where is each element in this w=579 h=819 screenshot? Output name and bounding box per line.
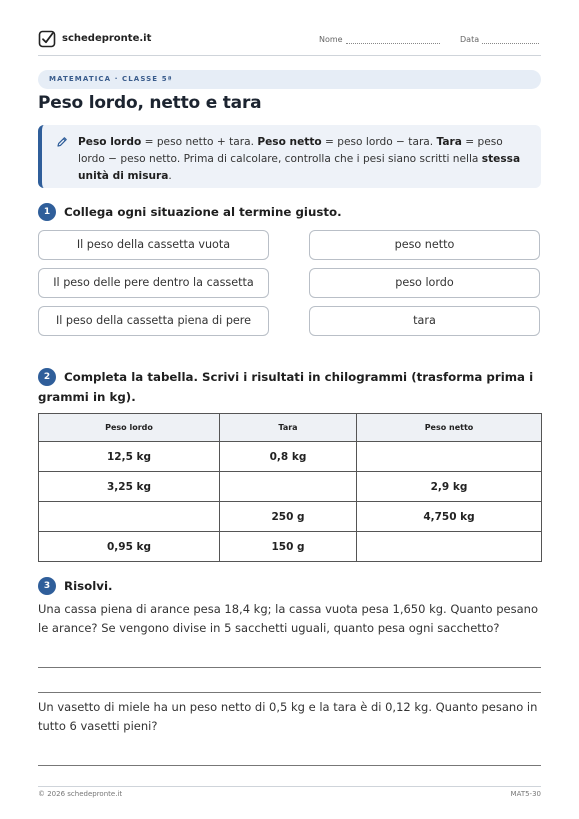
page-header [38,30,541,56]
definition-note [38,125,541,188]
exercise-2-badge: 2 [38,368,56,386]
table-row [39,442,542,472]
table-row [39,472,542,502]
exercise-1-badge: 1 [38,203,56,221]
header-peso-netto: Peso netto [357,414,542,442]
page-title: Peso lordo, netto e tara [38,93,262,113]
table-cell: 2,9 kg [357,472,542,502]
table-cell: 3,25 kg [39,472,220,502]
table-cell: 12,5 kg [39,442,220,472]
exercise-2-instruction: Completa la tabella. Scrivi i risultati in chilogrammi (trasforma prima i grammi in kg). [38,370,534,404]
header-tara: Tara [220,414,357,442]
table-cell: 0,95 kg [39,532,220,562]
problem-2-text: Un vasetto di miele ha un peso netto di 0,5 kg e la tara è di 0,12 kg. Quanto pesano in tutto 6 vasetti pieni? [38,700,538,733]
table-cell: 250 g [220,502,357,532]
answer-line[interactable] [38,667,541,668]
name-label: Nome [319,35,343,44]
table-row [39,532,542,562]
date-label: Data [460,35,480,44]
table-cell-blank[interactable] [357,442,542,472]
header-peso-lordo: Peso lordo [39,414,220,442]
problem-1-text: Una cassa piena di arance pesa 18,4 kg; la cassa vuota pesa 1,650 kg. Quanto pesano le arance? Se vengono divise in 5 sacchetti uguali, quanto pesa ogni sacchetto? [38,602,538,635]
table-cell-blank[interactable] [357,532,542,562]
table-cell: 4,750 kg [357,502,542,532]
term-peso-lordo: Peso lordo [78,136,142,148]
table-cell: 150 g [220,532,357,562]
logo-check-icon [38,30,56,48]
match-right-3[interactable]: tara [309,306,540,336]
term-peso-netto: Peso netto [257,136,322,148]
footer-copyright: © 2026 schedepronte.it [38,790,123,798]
match-right-2[interactable]: peso lordo [309,268,540,298]
match-left-1[interactable]: Il peso della cassetta vuota [38,230,269,260]
exercise-1-instruction: Collega ogni situazione al termine giusto. [64,205,342,219]
exercise-3-badge: 3 [38,577,56,595]
note-text: . [168,170,172,182]
note-text: = peso netto + tara. [141,136,258,148]
table-cell: 0,8 kg [220,442,357,472]
table-row [39,502,542,532]
note-text: = peso lordo − peso netto. Prima di calcolare, controlla che i pesi siano scritti nella [78,136,503,165]
table-header-row [39,414,542,442]
pencil-icon [56,136,68,148]
note-text: = peso lordo − tara. [321,136,437,148]
exercise-3-instruction: Risolvi. [64,579,113,593]
footer-code: MAT5-30 [510,790,541,798]
footer-divider [38,786,541,787]
date-field[interactable] [460,35,539,44]
site-name: schedepronte.it [62,33,152,44]
term-unit: stessa unità di misura [78,153,521,182]
term-tara: Tara [436,136,462,148]
name-field[interactable] [319,35,440,44]
weights-table [38,413,542,562]
answer-line[interactable] [38,765,541,766]
table-cell-blank[interactable] [39,502,220,532]
match-left-3[interactable]: Il peso della cassetta piena di pere [38,306,269,336]
table-cell-blank[interactable] [220,472,357,502]
subject-bar: MATEMATICA · CLASSE 5ª [38,70,541,89]
answer-line[interactable] [38,692,541,693]
match-right-1[interactable]: peso netto [309,230,540,260]
match-left-2[interactable]: Il peso delle pere dentro la cassetta [38,268,269,298]
